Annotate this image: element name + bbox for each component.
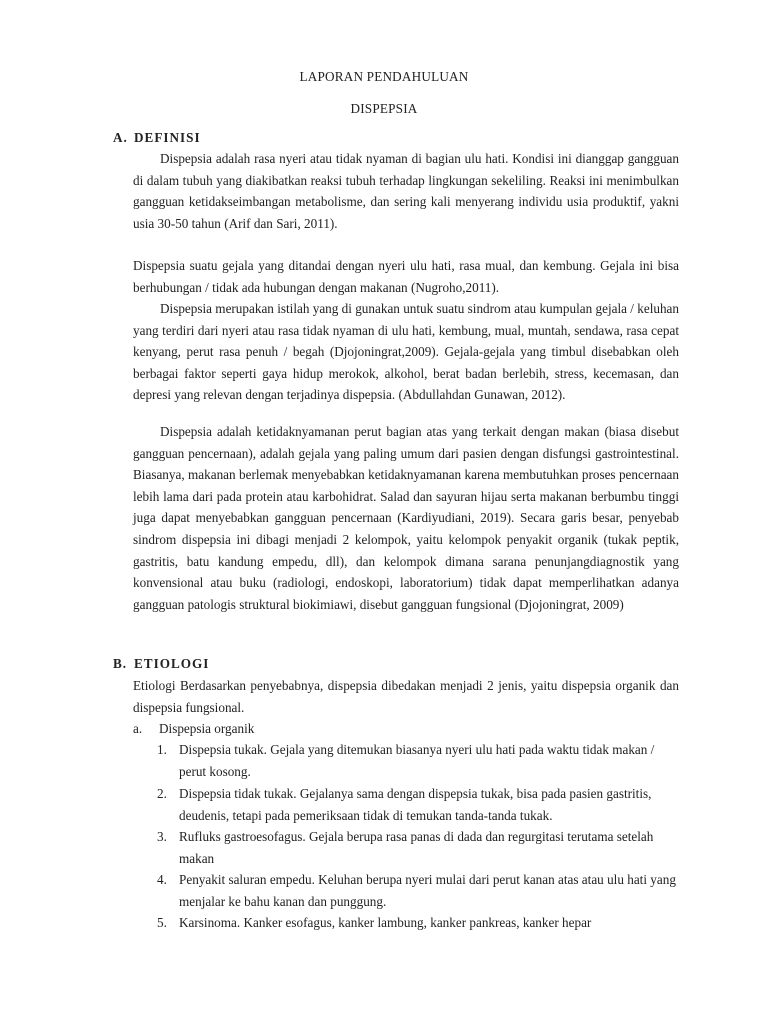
list-item-number: 1.: [157, 742, 167, 757]
list-item-number: 5.: [157, 915, 167, 930]
list-item-text: Rufluks gastroesofagus. Gejala berupa rasa panas di dada dan regurgitasi terutama setelah makan: [179, 829, 654, 866]
list-item: [157, 912, 679, 934]
subsection-dispepsia-organik: [133, 718, 679, 740]
definisi-paragraph-4: Dispepsia adalah ketidaknyamanan perut bagian atas yang terkait dengan makan (biasa disebut gangguan pencernaan), adalah gejala yang paling umum dari pasien dengan disfungsi gastrointestinal. Biasanya, makanan berlemak menyebabkan ketidaknyamanan karena membutuhkan proses pencernaan lebih lama dari pada protein atau karbohidrat. Salad dan sayuran hijau serta makanan berbumbu tinggi juga dapat menyebabkan gangguan pencernaan (Kardiyudiani, 2019). Secara garis besar, penyebab sindrom dispepsia ini dibagi menjadi 2 kelompok, yaitu kelompok penyakit organik (tukak peptik, gastritis, batu kandung empedu, dll), dan kelompok dimana sarana penunjangdiagnostik yang konvensional atau buku (radiologi, endoskopi, laboratorium) tidak dapat memperlihatkan adanya gangguan patologis struktural biokimiawi, disebut gangguan fungsional (Djojoningrat, 2009): [133, 424, 679, 612]
list-item: [157, 869, 679, 912]
section-heading-definisi: [113, 130, 201, 146]
subsection-title: Dispepsia organik: [159, 721, 255, 736]
list-item: [157, 783, 679, 826]
list-item: [157, 739, 679, 782]
list-item-number: 3.: [157, 829, 167, 844]
section-number: A.: [113, 130, 128, 145]
definisi-paragraph-3: Dispepsia merupakan istilah yang di gunakan untuk suatu sindrom atau kumpulan gejala / keluhan yang terdiri dari nyeri atau rasa tidak nyaman di ulu hati, kembung, mual, muntah, sendawa, rasa cepat kenyang, perut rasa penuh / begah (Djojoningrat,2009). Gejala-gejala yang timbul disebabkan oleh berbagai faktor seperti gaya hidup merokok, alkohol, berat badan berlebih, stress, kecemasan, dan depresi yang relevan dengan terjadinya dispepsia. (Abdullahdan Gunawan, 2012).: [133, 301, 679, 403]
list-item-text: Karsinoma. Kanker esofagus, kanker lambung, kanker pankreas, kanker hepar: [179, 915, 592, 930]
section-title: ETIOLOGI: [134, 656, 210, 671]
list-item: [157, 826, 679, 869]
definisi-paragraph-1: Dispepsia adalah rasa nyeri atau tidak nyaman di bagian ulu hati. Kondisi ini dianggap gangguan di dalam tubuh yang diakibatkan reaksi tubuh terhadap lingkungan sekeliling. Reaksi ini menimbulkan gangguan ketidakseimbangan metabolisme, dan sering kali menyerang individu usia produktif, yakni usia 30-50 tahun (Arif dan Sari, 2011).: [133, 151, 679, 231]
list-item-text: Dispepsia tidak tukak. Gejalanya sama dengan dispepsia tukak, bisa pada pasien gastritis, deudenis, tetapi pada pemeriksaan tidak di temukan tanda-tanda tukak.: [179, 786, 652, 823]
document-title: LAPORAN PENDAHULUAN: [299, 69, 469, 84]
list-item-number: 2.: [157, 786, 167, 801]
section-number: B.: [113, 656, 128, 671]
subsection-label: a.: [133, 721, 143, 736]
section-title: DEFINISI: [134, 130, 201, 145]
etiologi-intro: Etiologi Berdasarkan penyebabnya, dispepsia dibedakan menjadi 2 jenis, yaitu dispepsia organik dan dispepsia fungsional.: [133, 678, 679, 715]
list-item-text: Penyakit saluran empedu. Keluhan berupa nyeri mulai dari perut kanan atas atau ulu hati yang menjalar ke bahu kanan dan punggung.: [179, 872, 676, 909]
list-item-number: 4.: [157, 872, 167, 887]
list-item-text: Dispepsia tukak. Gejala yang ditemukan biasanya nyeri ulu hati pada waktu tidak makan / perut kosong.: [179, 742, 655, 779]
section-heading-etiologi: [113, 656, 209, 672]
document-subtitle: DISPEPSIA: [350, 101, 418, 116]
definisi-paragraph-2: Dispepsia suatu gejala yang ditandai dengan nyeri ulu hati, rasa mual, dan kembung. Gejala ini bisa berhubungan / tidak ada hubungan dengan makanan (Nugroho,2011).: [133, 258, 679, 295]
